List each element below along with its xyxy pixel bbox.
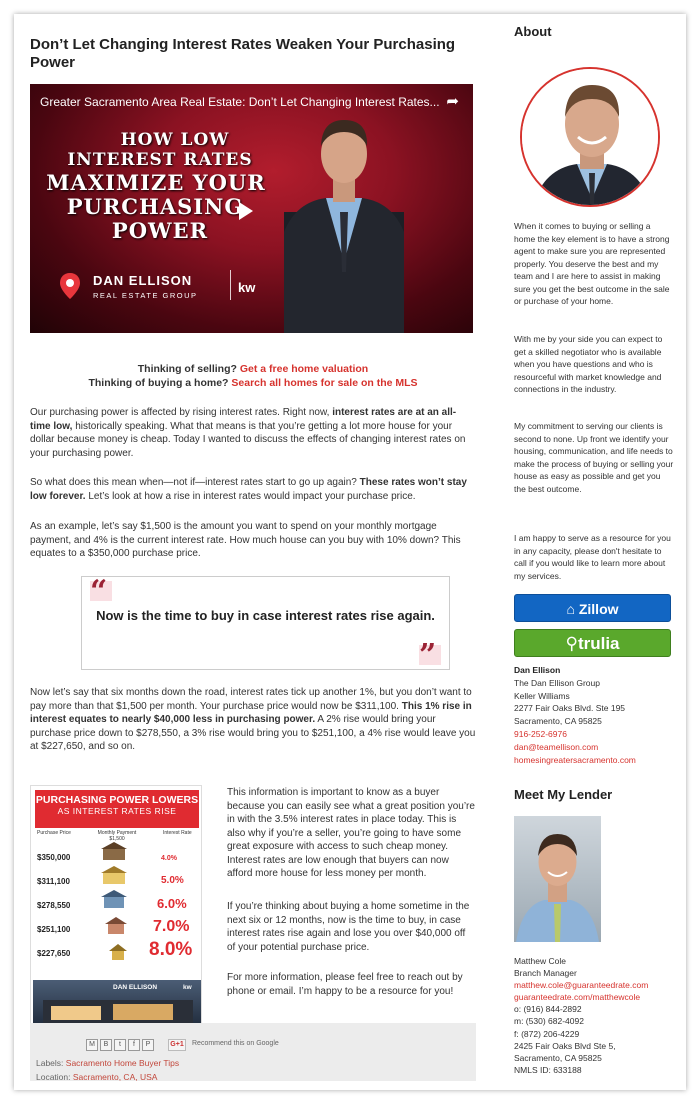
row-rate: 5.0%: [161, 875, 184, 886]
facebook-icon[interactable]: f: [128, 1039, 140, 1051]
close-quote-icon: ”: [419, 645, 441, 665]
share-arrow-icon[interactable]: ➦: [446, 93, 459, 110]
infographic-row: [35, 866, 199, 888]
p2-text: So what does this mean when—not if—interest rates start to go up again?: [30, 477, 360, 488]
zillow-label: Zillow: [578, 601, 619, 617]
post-footer: [30, 1023, 476, 1081]
blog-icon[interactable]: B: [100, 1039, 112, 1051]
p1-text: Our purchasing power is affected by rising interest rates. Right now,: [30, 407, 333, 418]
paragraph-4: [30, 686, 476, 754]
lender-city: Sacramento, CA 95825: [514, 1052, 602, 1063]
about-paragraph-4: I am happy to serve as a resource for you in any capacity, please don't hesitate to call if you would like to learn more about my services.: [514, 533, 671, 581]
zillow-icon: ⌂: [566, 601, 579, 617]
paragraph-5: This information is important to know as a buyer because you can easily see what a great position you’re in with the 3.5% interest rates in place today. This is also why if you’re a seller, you’re going to have some great exposure with access to such cheap money. Interest rates are low enough that buyers can now afford more house for less money per month.: [227, 787, 475, 879]
infographic-row: [35, 890, 199, 912]
cta-block: [30, 362, 476, 390]
page-frame: [14, 14, 686, 1090]
mls-search-link[interactable]: Search all homes for sale on the MLS: [231, 377, 418, 389]
label-link[interactable]: Sacramento Home Buyer Tips: [65, 1058, 180, 1068]
video-title[interactable]: Greater Sacramento Area Real Estate: Don’t Let Changing Interest Rates...: [40, 95, 440, 109]
video-headline-5: POWER: [111, 218, 209, 243]
play-icon[interactable]: [239, 202, 253, 220]
infographic-row: [35, 914, 199, 936]
p4-bold: This 1% rise in interest equates to nearly $40,000 less in purchasing power.: [30, 700, 472, 725]
p4-text-end: A 2% rise would bring your purchase price down to $278,550, a 3% rise would bring you to $251,100, a 4% rise would leave you at $227,650, and so on.: [30, 714, 476, 752]
row-rate: 7.0%: [153, 918, 190, 935]
divider: [230, 270, 231, 300]
agent-name: Dan Ellison: [514, 665, 561, 675]
lender-email-link[interactable]: matthew.cole@guaranteedrate.com: [514, 980, 649, 991]
infographic-title: PURCHASING POWER LOWERS: [35, 794, 199, 806]
row-price: $251,100: [37, 925, 71, 934]
col-rate-header: Interest Rate: [163, 830, 192, 836]
paragraph-7: For more information, please feel free to reach out by phone or email. I’m happy to be a resource for you!: [227, 972, 463, 997]
agent-group: The Dan Ellison Group: [514, 677, 600, 688]
row-rate: 6.0%: [157, 896, 187, 911]
brand-name: DAN ELLISON: [93, 273, 193, 288]
recommend-text: Recommend this on Google: [192, 1040, 279, 1047]
agent-street: 2277 Fair Oaks Blvd. Ste 195: [514, 703, 626, 714]
agent-phone-link[interactable]: 916-252-6976: [514, 728, 567, 739]
post-title: Don’t Let Changing Interest Rates Weaken Your Purchasing Power: [30, 36, 456, 71]
col-price-header: Purchase Price: [37, 830, 71, 836]
post-labels: [36, 1058, 179, 1068]
p4-text: Now let’s say that six months down the road, interest rates tick up another 1%, but you don’t want to pay more than that $1,500 per month. Your purchase price would now be $311,100.: [30, 687, 472, 712]
infographic-subtitle: AS INTEREST RATES RISE: [57, 806, 177, 816]
trulia-pin-icon: ⚲: [565, 634, 578, 653]
house-icon: [101, 866, 127, 884]
agent-brokerage: Keller Williams: [514, 690, 570, 701]
video-headline-1: HOW LOW: [120, 130, 230, 150]
trulia-label: trulia: [577, 634, 620, 653]
about-paragraph-1: When it comes to buying or selling a home the key element is to have a strong agent to make sure you are represented properly. You deserve the best and my team and I are here to assist in making sure you get the best outcome in the sale or purchase of your home.: [514, 221, 670, 306]
brand-subtitle: REAL ESTATE GROUP: [93, 291, 198, 300]
lender-photo: [514, 816, 601, 942]
row-price: $311,100: [37, 877, 70, 886]
post-location: [36, 1072, 157, 1082]
video-headline-3: MAXIMIZE YOUR: [46, 170, 266, 195]
house-icon: [105, 942, 131, 960]
video-headline-2: INTEREST RATES: [67, 150, 253, 170]
about-heading: About: [514, 24, 552, 39]
email-icon[interactable]: M: [86, 1039, 98, 1051]
kw-logo: kw: [238, 280, 256, 295]
purchasing-power-infographic: [30, 785, 202, 1031]
infographic-row: [35, 842, 199, 864]
house-icon: [101, 842, 127, 860]
agent-photo: [522, 69, 660, 207]
lender-street: 2425 Fair Oaks Blvd Ste 5,: [514, 1040, 616, 1051]
infographic-row: [35, 938, 199, 960]
infographic-banner: [35, 790, 199, 828]
location-prefix: Location:: [36, 1072, 73, 1082]
paragraph-6: If you’re thinking about buying a home sometime in the next six or 12 months, now is the time to buy, in case interest rates rise again and lose you over $40,000 off of your potential purchase price.: [227, 901, 470, 953]
location-link[interactable]: Sacramento, CA, USA: [72, 1072, 158, 1082]
agent-avatar: [520, 67, 660, 207]
paragraph-1: [30, 406, 476, 460]
row-price: $227,650: [37, 949, 71, 958]
lender-title: Branch Manager: [514, 968, 577, 979]
p2-text-end: Let’s look at how a rise in interest rates would impact your purchase price.: [85, 490, 416, 502]
twitter-icon[interactable]: t: [114, 1039, 126, 1051]
lender-contact: [514, 955, 684, 1076]
row-rate: 4.0%: [161, 855, 177, 862]
p1-text-end: historically speaking. What that means is that you’re getting a lot more house for your dollar because money is cheap. Today I wanted to discuss the effects of changing interest rates on your purchasing power.: [30, 420, 466, 459]
house-icon: [101, 890, 127, 908]
row-price: $350,000: [37, 853, 71, 862]
google-plus-button[interactable]: G+1: [168, 1039, 186, 1051]
agent-city: Sacramento, CA 95825: [514, 716, 602, 727]
pull-quote: [81, 574, 450, 673]
col-payment-header: Monthly Payment $1,500: [97, 830, 137, 842]
cta-buying-text: Thinking of buying a home?: [88, 377, 232, 389]
lender-fax: f: (872) 206-4229: [514, 1028, 580, 1039]
presenter-image: [276, 102, 412, 333]
post-body: [30, 36, 476, 1082]
video-brand-logo: [60, 270, 256, 306]
lender-nmls: NMLS ID: 633188: [514, 1064, 582, 1075]
p2-bold: These rates won’t stay low forever.: [30, 477, 467, 502]
video-headline-4: PURCHASING: [66, 194, 244, 219]
paragraph-2: [30, 476, 476, 503]
video-player[interactable]: [30, 84, 473, 333]
lender-website-link[interactable]: guaranteedrate.com/matthewcole: [514, 992, 641, 1003]
about-paragraph-2: With me by your side you can expect to get a skilled negotiator who is available when you have questions and who is resourceful with market knowledge and connections in the industry.: [514, 334, 663, 394]
quote-text: Now is the time to buy in case interest rates rise again.: [96, 608, 435, 623]
trulia-button[interactable]: [514, 629, 671, 657]
photo-kw-logo: kw: [183, 984, 192, 991]
photo-logo: DAN ELLISON: [113, 984, 158, 991]
row-price: $278,550: [37, 901, 71, 910]
lender-name: Matthew Cole: [514, 956, 566, 966]
agent-website-link[interactable]: homesingreatersacramento.com: [514, 754, 636, 765]
house-icon: [103, 916, 129, 934]
agent-contact: [514, 664, 674, 766]
pinterest-icon[interactable]: P: [142, 1039, 154, 1051]
lender-photo-image: [514, 816, 601, 942]
agent-email-link[interactable]: dan@teamellison.com: [514, 741, 599, 752]
cta-selling-text: Thinking of selling?: [137, 363, 240, 375]
row-rate: 8.0%: [149, 939, 193, 960]
lender-heading: Meet My Lender: [514, 787, 613, 802]
about-paragraph-3: My commitment to serving our clients is second to none. Up front we identify your housing, communication, and life needs to make the process of buying or selling your house as easy as possible and get you the best outcome.: [514, 421, 674, 494]
location-pin-icon: [60, 273, 80, 299]
home-valuation-link[interactable]: Get a free home valuation: [239, 363, 369, 375]
zillow-button[interactable]: [514, 594, 671, 622]
lender-office-phone: o: (916) 844-2892: [514, 1004, 582, 1015]
lender-mobile-phone: m: (530) 682-4092: [514, 1016, 584, 1027]
open-quote-icon: “: [90, 581, 112, 601]
p1-bold: interest rates are at an all-time low,: [30, 407, 457, 432]
labels-prefix: Labels:: [36, 1058, 66, 1068]
paragraph-3: As an example, let’s say $1,500 is the amount you want to spend on your monthly mortgage payment, and 4% is the current interest rate. How much house can you buy with 10% down? This equates to a $350,000 purchase price.: [30, 521, 461, 559]
